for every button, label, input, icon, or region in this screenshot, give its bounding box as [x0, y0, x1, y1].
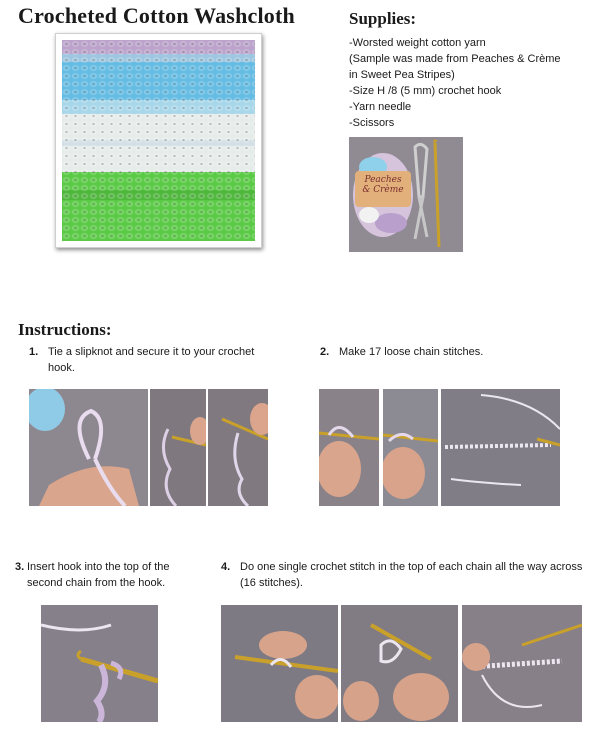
instructions-heading: Instructions: — [18, 320, 112, 339]
washcloth-photo-frame — [55, 33, 262, 248]
step-4-photo-a — [221, 605, 338, 722]
step-4-photo-c — [462, 605, 582, 722]
supplies-heading: Supplies: — [349, 9, 417, 28]
step-number: 3. — [15, 561, 25, 573]
step-4 — [221, 559, 591, 591]
step-text: Insert hook into the top of the second chain from the hook. — [27, 561, 170, 589]
step-number: 1. — [29, 346, 39, 358]
step-1-photo-c — [208, 389, 268, 506]
step-3-photo — [41, 605, 158, 722]
step-text: Do one single crochet stitch in the top of each chain all the way across (16 stitches). — [240, 561, 583, 589]
supply-item: in Sweet Pea Stripes) — [349, 69, 455, 81]
step-2 — [320, 344, 580, 360]
supply-item: -Size H /8 (5 mm) crochet hook — [349, 85, 502, 97]
step-2-photo-b — [383, 389, 438, 506]
step-text: Tie a slipknot and secure it to your crochet hook. — [48, 346, 255, 374]
supply-item: -Yarn needle — [349, 101, 412, 113]
supply-item: -Scissors — [349, 117, 395, 129]
step-2-photo-a — [319, 389, 379, 506]
step-1-photo-a — [29, 389, 148, 506]
supplies-photo — [349, 137, 463, 252]
step-3 — [15, 559, 205, 591]
step-number: 4. — [221, 561, 231, 573]
washcloth-photo — [62, 40, 255, 241]
page-title: Crocheted Cotton Washcloth — [18, 3, 295, 28]
step-number: 2. — [320, 346, 330, 358]
supply-item: (Sample was made from Peaches & Crème — [349, 53, 561, 65]
step-2-photo-c — [441, 389, 560, 506]
supply-item: -Worsted weight cotton yarn — [349, 37, 486, 49]
yarn-label: Peaches & Crème — [362, 175, 404, 195]
step-text: Make 17 loose chain stitches. — [339, 346, 484, 358]
supplies-list — [349, 35, 589, 131]
step-1-photo-b — [150, 389, 206, 506]
step-1 — [29, 344, 264, 376]
step-4-photo-b — [341, 605, 458, 722]
